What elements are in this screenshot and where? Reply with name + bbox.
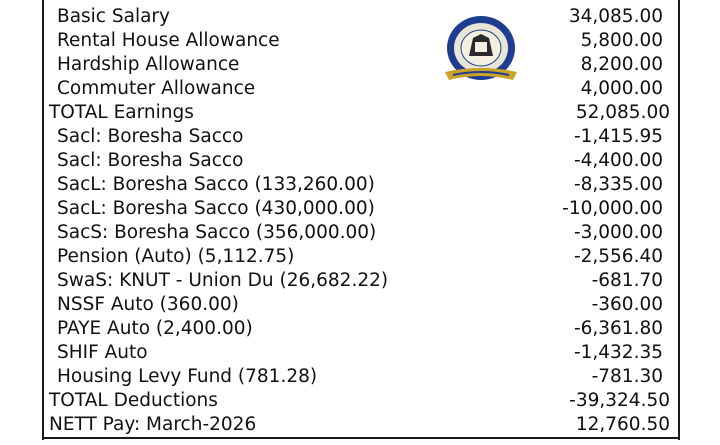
deduction-label: Sacl: Boresha Sacco [57, 126, 244, 147]
earning-row [44, 77, 678, 101]
deduction-row [44, 173, 678, 197]
deduction-label: SacS: Boresha Sacco (356,000.00) [57, 222, 377, 243]
deduction-row [44, 341, 678, 365]
deduction-amount: -10,000.00 [562, 198, 663, 219]
total-earnings-label: TOTAL Earnings [49, 102, 194, 123]
total-deductions-label: TOTAL Deductions [49, 390, 218, 411]
earning-amount: 4,000.00 [580, 78, 663, 99]
total-earnings-row [44, 101, 678, 125]
deduction-row [44, 221, 678, 245]
deduction-label: SwaS: KNUT - Union Du (26,682.22) [57, 270, 389, 291]
deduction-label: Sacl: Boresha Sacco [57, 150, 244, 171]
deduction-row [44, 269, 678, 293]
deduction-amount: -781.30 [591, 366, 663, 387]
deduction-label: Housing Levy Fund (781.28) [57, 366, 318, 387]
earning-label: Hardship Allowance [57, 54, 240, 75]
deduction-row [44, 365, 678, 389]
deduction-amount: -2,556.40 [573, 246, 663, 267]
deduction-label: SacL: Boresha Sacco (133,260.00) [57, 174, 375, 195]
deduction-amount: -8,335.00 [573, 174, 663, 195]
nett-pay-label: NETT Pay: March-2026 [49, 414, 257, 435]
earning-amount: 8,200.00 [580, 54, 663, 75]
deduction-amount: -1,432.35 [573, 342, 663, 363]
deduction-label: SHIF Auto [57, 342, 148, 363]
table-bottom-border [42, 437, 680, 439]
deduction-row [44, 149, 678, 173]
deduction-row [44, 125, 678, 149]
earning-label: Rental House Allowance [57, 30, 280, 51]
earning-label: Basic Salary [57, 6, 170, 27]
deduction-label: SacL: Boresha Sacco (430,000.00) [57, 198, 375, 219]
deduction-label: PAYE Auto (2,400.00) [57, 318, 253, 339]
earning-row [44, 29, 678, 53]
payslip-table [42, 0, 680, 440]
earning-label: Commuter Allowance [57, 78, 256, 99]
deduction-amount: -4,400.00 [573, 150, 663, 171]
earning-row [44, 5, 678, 29]
deduction-amount: -3,000.00 [573, 222, 663, 243]
deduction-row [44, 245, 678, 269]
total-deductions-amount: -39,324.50 [569, 390, 670, 411]
nett-pay-row [44, 413, 678, 437]
earning-amount: 5,800.00 [580, 30, 663, 51]
earning-amount: 34,085.00 [568, 6, 663, 27]
earning-row [44, 53, 678, 77]
deduction-row [44, 317, 678, 341]
total-deductions-row [44, 389, 678, 413]
deduction-amount: -681.70 [591, 270, 663, 291]
nett-pay-amount: 12,760.50 [575, 414, 670, 435]
deduction-amount: -1,415.95 [573, 126, 663, 147]
deduction-label: Pension (Auto) (5,112.75) [57, 246, 295, 267]
deduction-row [44, 197, 678, 221]
deduction-row [44, 293, 678, 317]
deduction-amount: -360.00 [591, 294, 663, 315]
deduction-label: NSSF Auto (360.00) [57, 294, 239, 315]
deduction-amount: -6,361.80 [573, 318, 663, 339]
total-earnings-amount: 52,085.00 [575, 102, 670, 123]
